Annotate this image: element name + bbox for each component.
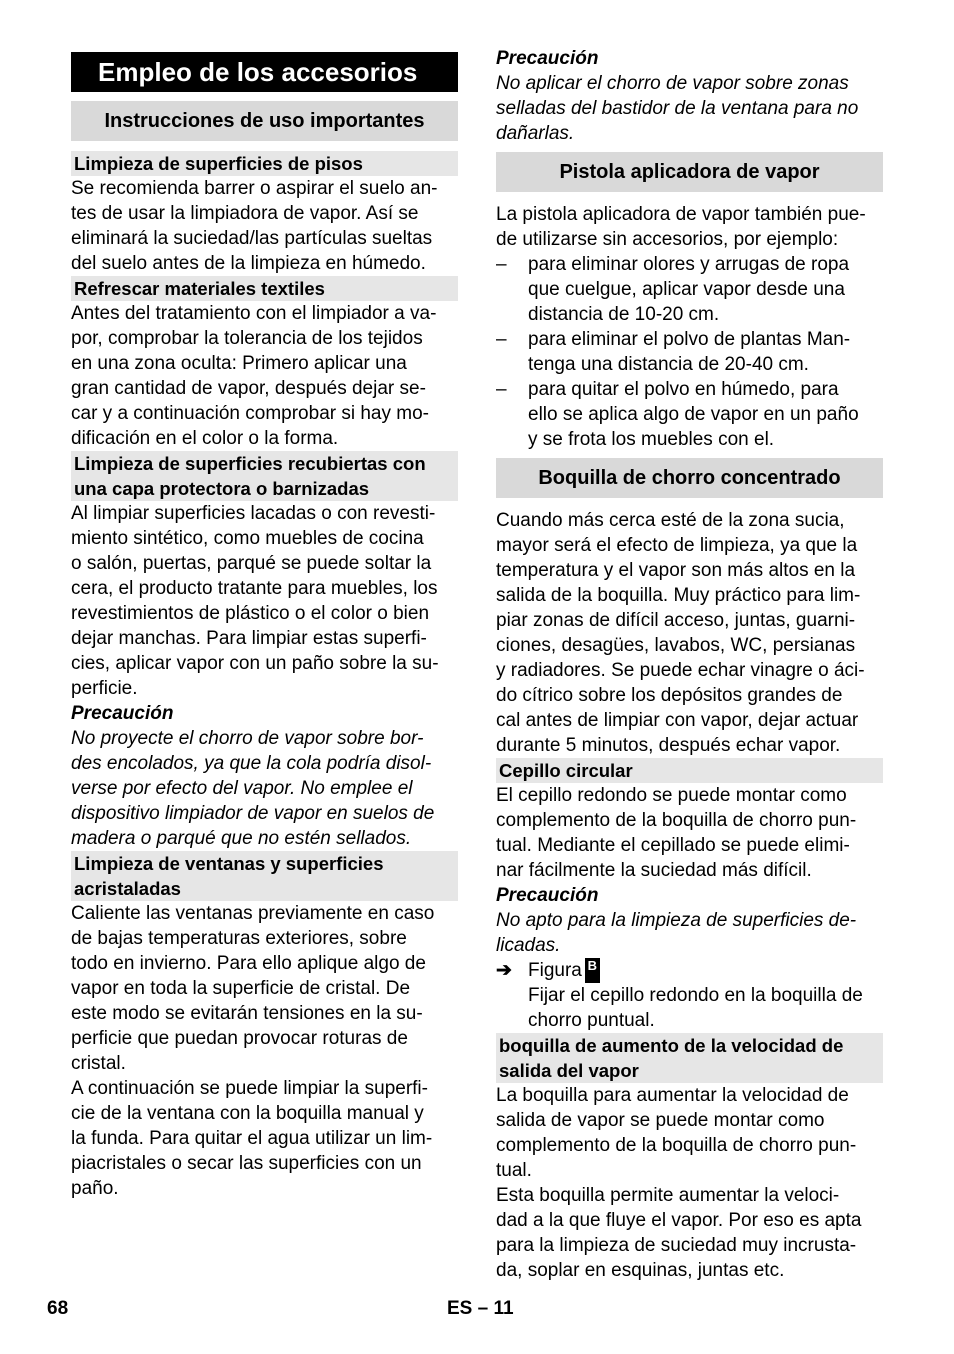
right-column [496, 46, 883, 1283]
text-line: tual. [496, 1160, 532, 1181]
text-line: verse por efecto del vapor. No emplee el [71, 778, 413, 799]
paragraph-round-brush [496, 783, 883, 883]
paragraph-concentrated-nozzle [496, 508, 883, 758]
text-line: Esta boquilla permite aumentar la veloci- [496, 1185, 840, 1206]
paragraph-floors [71, 176, 458, 276]
caution-text-coated [71, 726, 458, 851]
text-line: madera o parqué que no estén sellados. [71, 828, 412, 849]
text-line: que cuelgue, aplicar vapor desde una [528, 279, 845, 300]
text-line: por, comprobar la tolerancia de los tejidos [71, 328, 423, 349]
text-line: complemento de la boquilla de chorro pun- [496, 810, 857, 831]
text-line: temperatura y el vapor son más altos en la [496, 560, 856, 581]
text-line: El cepillo redondo se puede montar como [496, 785, 847, 806]
list-item [496, 377, 883, 452]
text-line: de bajas temperaturas exteriores, sobre [71, 928, 407, 949]
text-line: piacristales o secar las superficies con un [71, 1153, 422, 1174]
text-line: para quitar el polvo en húmedo, para [528, 379, 839, 400]
text-line: complemento de la boquilla de chorro pun- [496, 1135, 857, 1156]
text-line: La boquilla para aumentar la velocidad de [496, 1085, 849, 1106]
text-line: A continuación se puede limpiar la superfi- [71, 1078, 428, 1099]
paragraph-speed-nozzle-1 [496, 1083, 883, 1183]
text-line: perficie que puedan provocar roturas de [71, 1028, 408, 1049]
heading-line: salida del vapor [499, 1060, 639, 1081]
caution-text-windows [496, 71, 883, 146]
text-line: cies, aplicar vapor con un paño sobre la su- [71, 653, 439, 674]
list-item [496, 327, 883, 377]
list-item [496, 252, 883, 327]
heading-line: boquilla de aumento de la velocidad de [499, 1035, 844, 1056]
text-line: del suelo antes de la limpieza en húmedo. [71, 253, 426, 274]
text-line: car y a continuación comprobar si hay mo- [71, 403, 429, 424]
dash-bullet: – [496, 329, 507, 350]
subheading-round-brush: Cepillo circular [496, 758, 883, 783]
step-text-brush [496, 983, 883, 1033]
text-line: salida de vapor se puede montar como [496, 1110, 825, 1131]
text-line: en una zona oculta: Primero aplicar una [71, 353, 407, 374]
text-line: gran cantidad de vapor, después dejar se- [71, 378, 426, 399]
text-line: ello se aplica algo de vapor en un paño [528, 404, 859, 425]
text-line: y se frota los muebles con el. [528, 429, 775, 450]
page-title: Empleo de los accesorios [71, 52, 458, 92]
caution-label: Precaución [71, 703, 174, 724]
text-line: o salón, puertas, parqué se puede soltar la [71, 553, 432, 574]
paragraph-coated-surfaces [71, 501, 458, 701]
text-line: todo en invierno. Para ello aplique algo de [71, 953, 426, 974]
text-line: mayor será el efecto de limpieza, ya que la [496, 535, 858, 556]
section-heading-concentrated-nozzle: Boquilla de chorro concentrado [496, 458, 883, 498]
text-line: No apto para la limpieza de superficies de- [496, 910, 857, 931]
caution-label: Precaución [496, 48, 599, 69]
caution-text-brush [496, 908, 883, 958]
text-line: la funda. Para quitar el agua utilizar un lim- [71, 1128, 433, 1149]
text-line: No aplicar el chorro de vapor sobre zonas [496, 73, 849, 94]
text-line: La pistola aplicadora de vapor también pue- [496, 204, 866, 225]
text-line: do cítrico sobre los depósitos grandes de [496, 685, 843, 706]
text-line: para eliminar el polvo de plantas Man- [528, 329, 851, 350]
left-column [71, 46, 458, 1201]
text-line: dispositivo limpiador de vapor en suelos de [71, 803, 435, 824]
arrow-icon: ➔ [496, 960, 512, 981]
subheading-coated-surfaces [71, 451, 458, 501]
caution-label: Precaución [496, 885, 599, 906]
page-code: ES – 11 [447, 1298, 514, 1319]
paragraph-windows-1 [71, 901, 458, 1076]
text-line: este modo se evitarán tensiones en la su- [71, 1003, 423, 1024]
dash-bullet: – [496, 379, 507, 400]
text-line: de utilizarse sin accesorios, por ejemplo: [496, 229, 839, 250]
text-line: Al limpiar superficies lacadas o con revesti- [71, 503, 436, 524]
figure-reference [496, 958, 883, 983]
list-item-text [528, 327, 850, 377]
text-line: salida de la boquilla. Muy práctico para lim- [496, 585, 861, 606]
text-line: selladas del bastidor de la ventana para no [496, 98, 859, 119]
text-line: chorro puntual. [528, 1010, 655, 1031]
list-item-text [528, 252, 849, 327]
text-line: des encolados, ya que la cola podría disol- [71, 753, 432, 774]
subheading-windows [71, 851, 458, 901]
section-heading-steam-gun: Pistola aplicadora de vapor [496, 152, 883, 192]
text-line: cal antes de limpiar con vapor, dejar actuar [496, 710, 859, 731]
text-line: nar fácilmente la suciedad más difícil. [496, 860, 812, 881]
text-line: Caliente las ventanas previamente en caso [71, 903, 435, 924]
text-line: tual. Mediante el cepillado se puede elimi- [496, 835, 850, 856]
text-line: tes de usar la limpiadora de vapor. Así se [71, 203, 419, 224]
subheading-speed-nozzle [496, 1033, 883, 1083]
subheading-textiles: Refrescar materiales textiles [71, 276, 458, 301]
text-line: No proyecte el chorro de vapor sobre bor- [71, 728, 424, 749]
dash-bullet: – [496, 254, 507, 275]
text-line: tenga una distancia de 20-40 cm. [528, 354, 809, 375]
text-line: perficie. [71, 678, 138, 699]
text-line: durante 5 minutos, después echar vapor. [496, 735, 841, 756]
paragraph-windows-2 [71, 1076, 458, 1201]
text-line: ciones, desagües, lavabos, WC, persianas [496, 635, 856, 656]
text-line: dejar manchas. Para limpiar estas superfi- [71, 628, 427, 649]
heading-line: Limpieza de superficies recubiertas con [74, 453, 426, 474]
text-line: miento sintético, como muebles de cocina [71, 528, 424, 549]
text-line: dañarlas. [496, 123, 575, 144]
text-line: y radiadores. Se puede echar vinagre o áci- [496, 660, 865, 681]
section-heading-important-instructions: Instrucciones de uso importantes [71, 101, 458, 141]
text-line: para la limpieza de suciedad muy incrusta- [496, 1235, 857, 1256]
text-line: revestimientos de plástico o el color o bien [71, 603, 430, 624]
text-line: Cuando más cerca esté de la zona sucia, [496, 510, 845, 531]
heading-line: una capa protectora o barnizadas [74, 478, 370, 499]
text-line: para eliminar olores y arrugas de ropa [528, 254, 850, 275]
figure-letter-box: B [585, 958, 600, 983]
text-line: cie de la ventana con la boquilla manual y [71, 1103, 424, 1124]
subheading-floors: Limpieza de superficies de pisos [71, 151, 458, 176]
text-line: paño. [71, 1178, 119, 1199]
text-line: Se recomienda barrer o aspirar el suelo an- [71, 178, 438, 199]
text-line: Fijar el cepillo redondo en la boquilla de [528, 985, 863, 1006]
heading-line: acristaladas [74, 878, 181, 899]
text-line: eliminará la suciedad/las partículas sueltas [71, 228, 433, 249]
text-line: dad a la que fluye el vapor. Por eso es apta [496, 1210, 862, 1231]
text-line: vapor en toda la superficie de cristal. De [71, 978, 411, 999]
text-line: da, soplar en esquinas, juntas etc. [496, 1260, 785, 1281]
text-line: cristal. [71, 1053, 126, 1074]
text-line: dificación en el color o la forma. [71, 428, 339, 449]
list-item-text [528, 377, 859, 452]
page-number: 68 [47, 1298, 69, 1319]
heading-line: Limpieza de ventanas y superficies [74, 853, 384, 874]
paragraph-steam-gun-intro [496, 202, 883, 252]
paragraph-speed-nozzle-2 [496, 1183, 883, 1283]
text-line: licadas. [496, 935, 561, 956]
text-line: cera, el producto tratante para muebles, los [71, 578, 438, 599]
figure-label: Figura [528, 960, 582, 981]
text-line: Antes del tratamiento con el limpiador a va- [71, 303, 437, 324]
text-line: piar zonas de difícil acceso, juntas, guarni- [496, 610, 856, 631]
text-line: distancia de 10-20 cm. [528, 304, 720, 325]
paragraph-textiles [71, 301, 458, 451]
